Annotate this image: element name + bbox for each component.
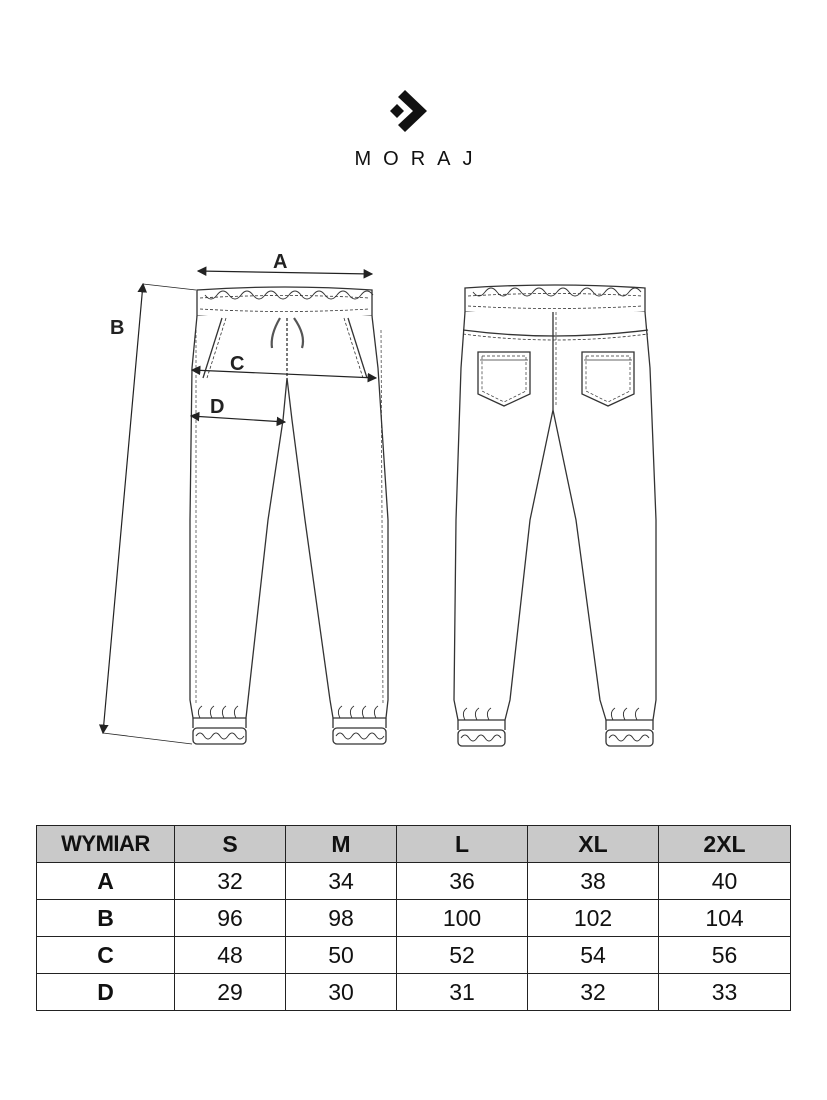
- header-cell: XL: [528, 826, 659, 863]
- table-cell: 50: [286, 937, 397, 974]
- table-cell: 96: [175, 900, 286, 937]
- table-cell: 104: [659, 900, 791, 937]
- label-a: A: [273, 251, 288, 273]
- table-cell: 32: [175, 863, 286, 900]
- header-cell: M: [286, 826, 397, 863]
- front-view: [190, 287, 388, 744]
- row-label: C: [37, 937, 175, 974]
- row-label: A: [37, 863, 175, 900]
- dimension-b-line: [103, 284, 143, 733]
- table-cell: 36: [397, 863, 528, 900]
- table-row: [37, 974, 791, 1011]
- table-row: [37, 937, 791, 974]
- row-label: D: [37, 974, 175, 1011]
- table-cell: 52: [397, 937, 528, 974]
- header-cell: 2XL: [659, 826, 791, 863]
- brand-logo: [0, 88, 827, 170]
- pants-diagram: [0, 230, 827, 770]
- back-view: [454, 285, 656, 746]
- table-cell: 102: [528, 900, 659, 937]
- table-cell: 100: [397, 900, 528, 937]
- moraj-arrow-logo-icon: [390, 88, 438, 134]
- table-cell: 38: [528, 863, 659, 900]
- table-cell: 56: [659, 937, 791, 974]
- label-b: B: [110, 317, 125, 339]
- brand-name: MORAJ: [354, 148, 485, 170]
- size-table: [36, 825, 791, 1011]
- table-cell: 30: [286, 974, 397, 1011]
- table-cell: 32: [528, 974, 659, 1011]
- table-row: [37, 900, 791, 937]
- table-cell: 98: [286, 900, 397, 937]
- header-cell: S: [175, 826, 286, 863]
- table-cell: 54: [528, 937, 659, 974]
- row-label: B: [37, 900, 175, 937]
- header-cell: WYMIAR: [37, 826, 175, 863]
- label-c: C: [230, 353, 245, 375]
- label-d: D: [210, 396, 225, 418]
- table-cell: 40: [659, 863, 791, 900]
- table-cell: 33: [659, 974, 791, 1011]
- table-cell: 31: [397, 974, 528, 1011]
- table-header-row: [37, 826, 791, 863]
- table-cell: 29: [175, 974, 286, 1011]
- table-cell: 48: [175, 937, 286, 974]
- table-row: [37, 863, 791, 900]
- table-cell: 34: [286, 863, 397, 900]
- header-cell: L: [397, 826, 528, 863]
